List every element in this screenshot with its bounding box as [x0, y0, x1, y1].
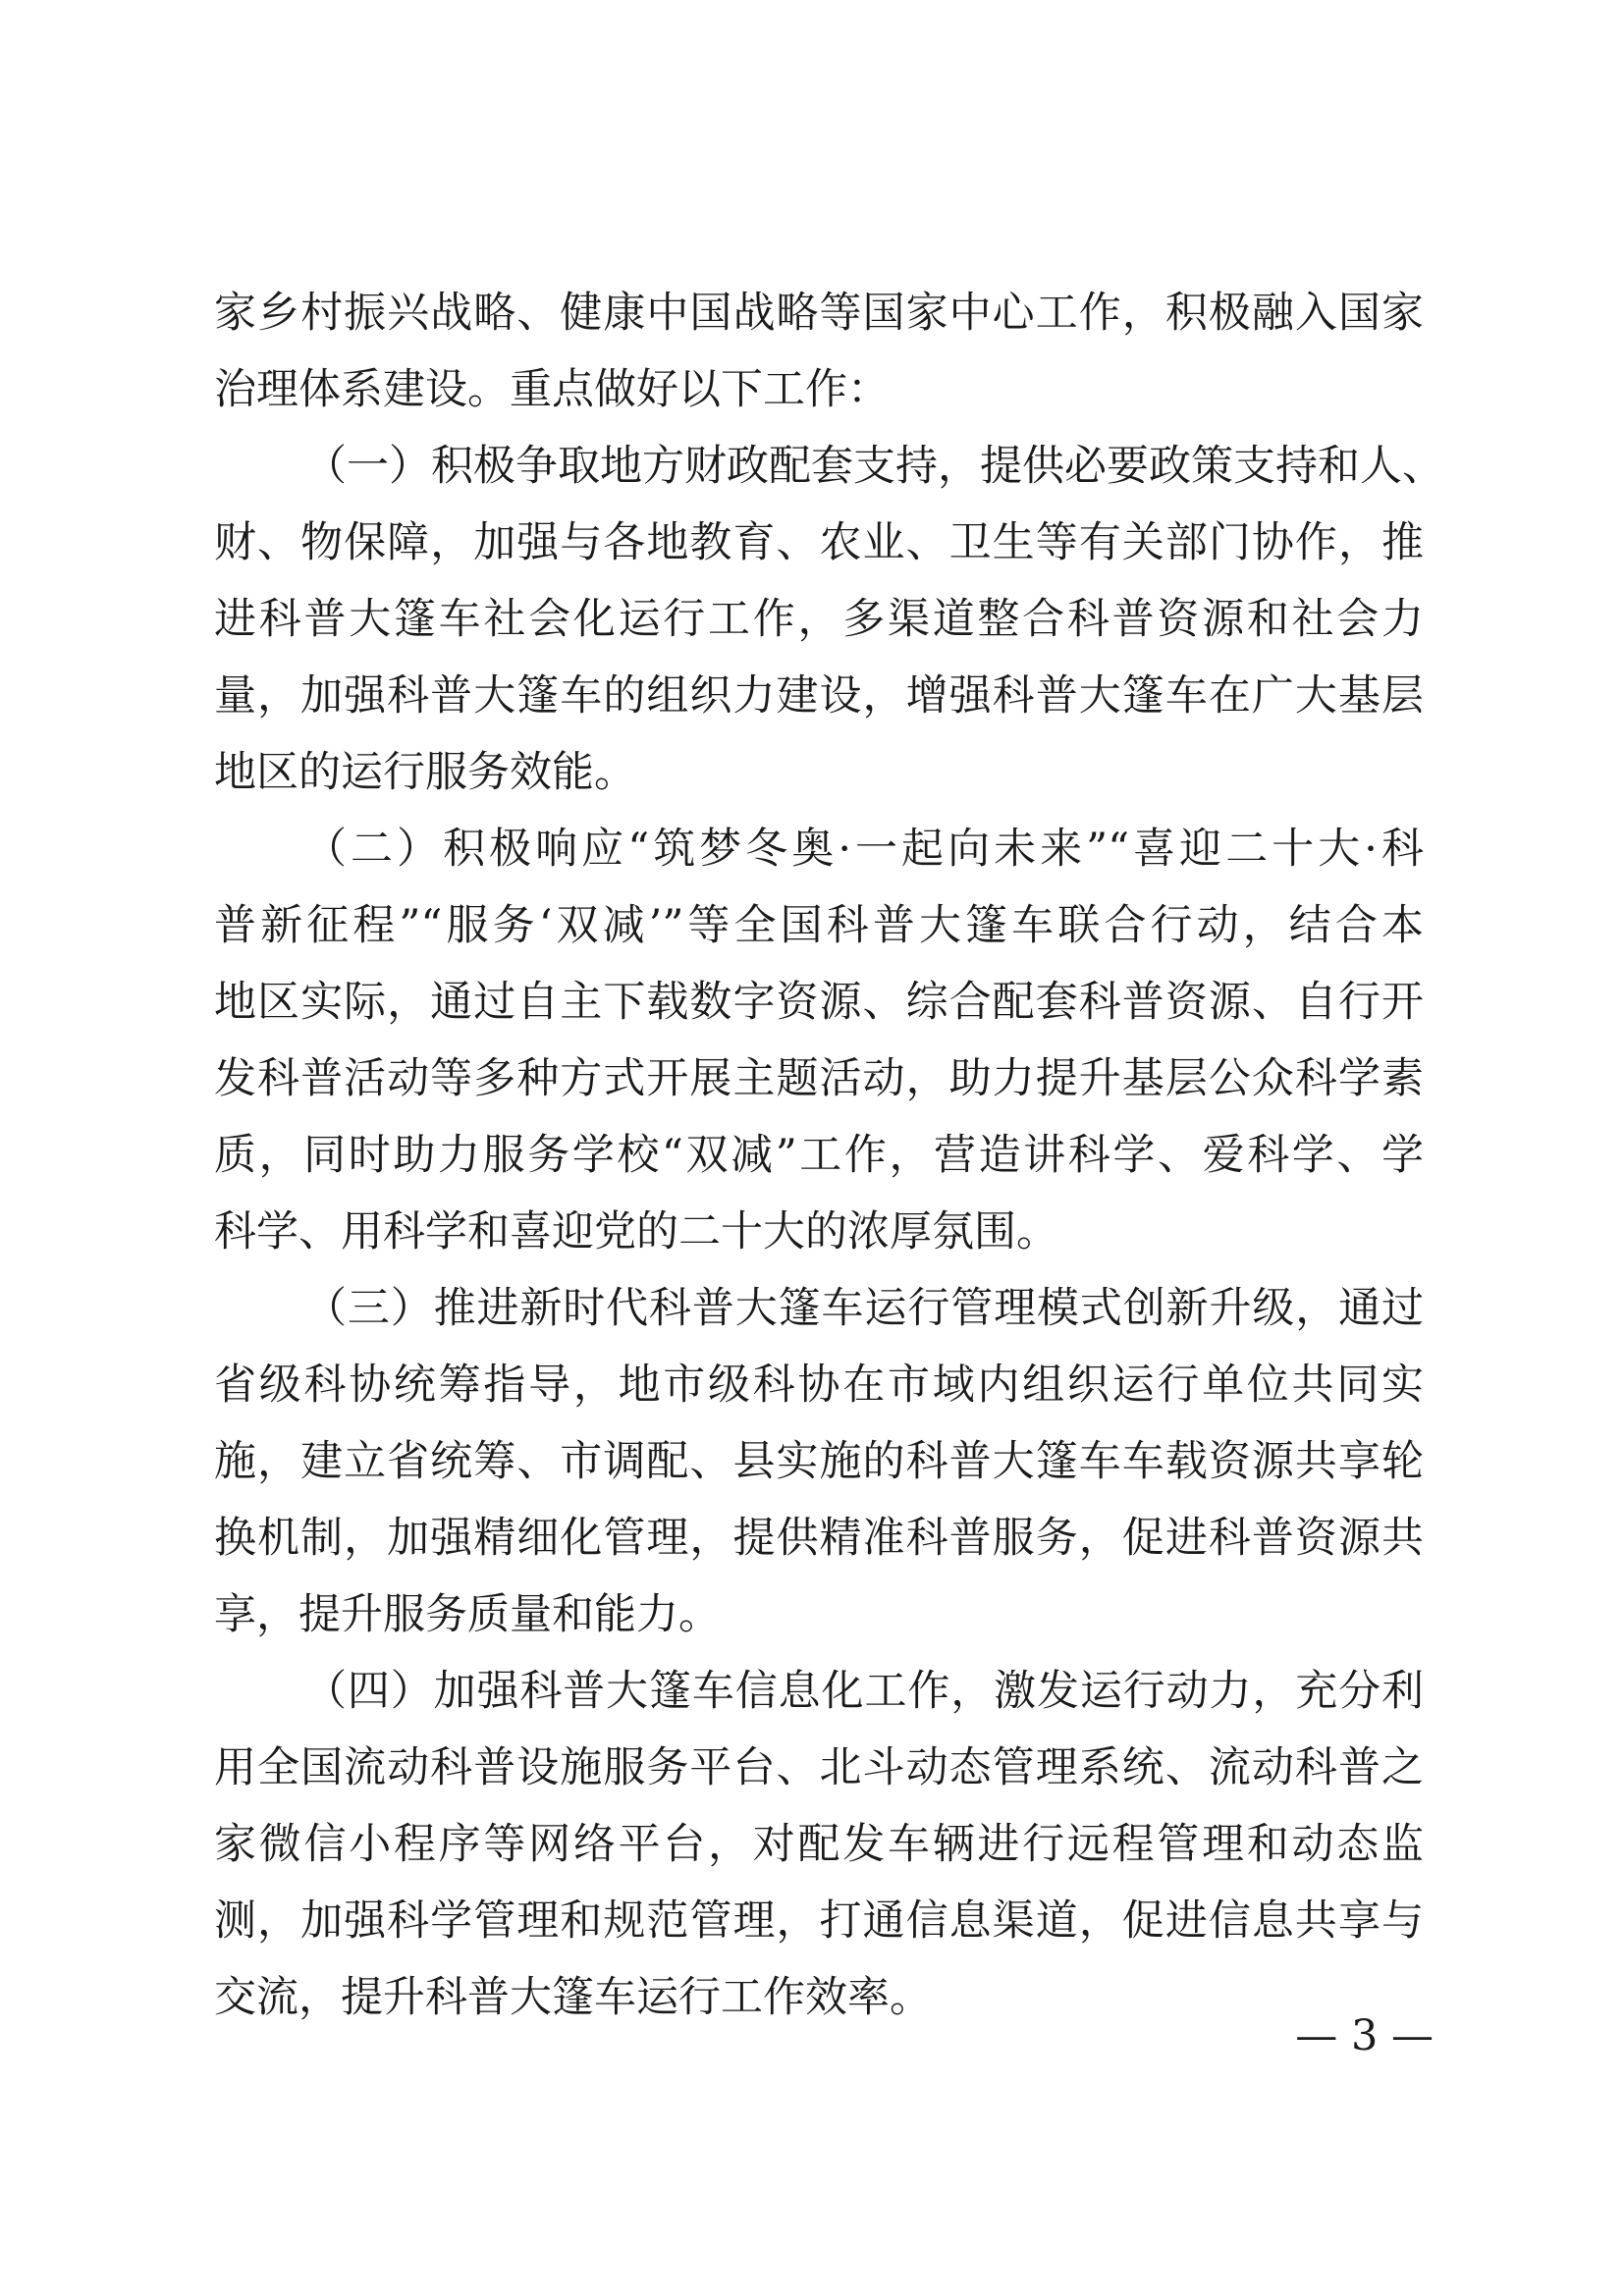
paragraph	[214, 811, 1424, 1270]
text-line: 家微信小程序等网络平台，对配发车辆进行远程管理和动态监	[214, 1820, 1424, 1869]
text-line: 发科普活动等多种方式开展主题活动，助力提升基层公众科学素	[214, 1054, 1424, 1103]
text-line: （三）推进新时代科普大篷车运行管理模式创新升级，通过	[304, 1284, 1424, 1333]
text-line: 家乡村振兴战略、健康中国战略等国家中心工作，积极融入国家	[214, 289, 1424, 338]
text-line: （二）积极响应“筑梦冬奥·一起向未来”“喜迎二十大·科	[304, 825, 1424, 874]
text-line: 地区的运行服务效能。	[214, 748, 636, 797]
text-line: 质，同时助力服务学校“双减”工作，营造讲科学、爱科学、学	[214, 1131, 1424, 1180]
text-line: （一）积极争取地方财政配套支持，提供必要政策支持和人、	[304, 442, 1444, 491]
text-line: 省级科协统筹指导，地市级科协在市域内组织运行单位共同实	[214, 1361, 1424, 1410]
text-line: 交流，提升科普大篷车运行工作效率。	[214, 1973, 932, 2022]
text-line: 进科普大篷车社会化运行工作，多渠道整合科普资源和社会力	[214, 595, 1424, 644]
paragraph	[214, 275, 1424, 428]
paragraph	[214, 428, 1444, 811]
text-line: 地区实际，通过自主下载数字资源、综合配套科普资源、自行开	[214, 978, 1424, 1027]
text-line: 科学、用科学和喜迎党的二十大的浓厚氛围。	[214, 1207, 1058, 1256]
text-line: 换机制，加强精细化管理，提供精准科普服务，促进科普资源共	[214, 1514, 1424, 1563]
document-body	[214, 275, 1444, 2036]
text-line: 普新征程”“服务‘双减’”等全国科普大篷车联合行动，结合本	[214, 901, 1424, 950]
text-line: （四）加强科普大篷车信息化工作，激发运行动力，充分利	[304, 1667, 1424, 1716]
text-line: 用全国流动科普设施服务平台、北斗动态管理系统、流动科普之	[214, 1743, 1424, 1792]
text-line: 施，建立省统筹、市调配、县实施的科普大篷车车载资源共享轮	[214, 1437, 1424, 1486]
text-line: 财、物保障，加强与各地教育、农业、卫生等有关部门协作，推	[214, 518, 1424, 567]
text-line: 测，加强科学管理和规范管理，打通信息渠道，促进信息共享与	[214, 1896, 1424, 1946]
paragraph	[214, 1270, 1424, 1653]
text-line: 量，加强科普大篷车的组织力建设，增强科普大篷车在广大基层	[214, 671, 1424, 721]
text-line: 治理体系建设。重点做好以下工作：	[214, 365, 890, 414]
text-line: 享，提升服务质量和能力。	[214, 1590, 721, 1639]
page-number: — 3 —	[1295, 2011, 1434, 2060]
paragraph	[214, 1653, 1424, 2036]
